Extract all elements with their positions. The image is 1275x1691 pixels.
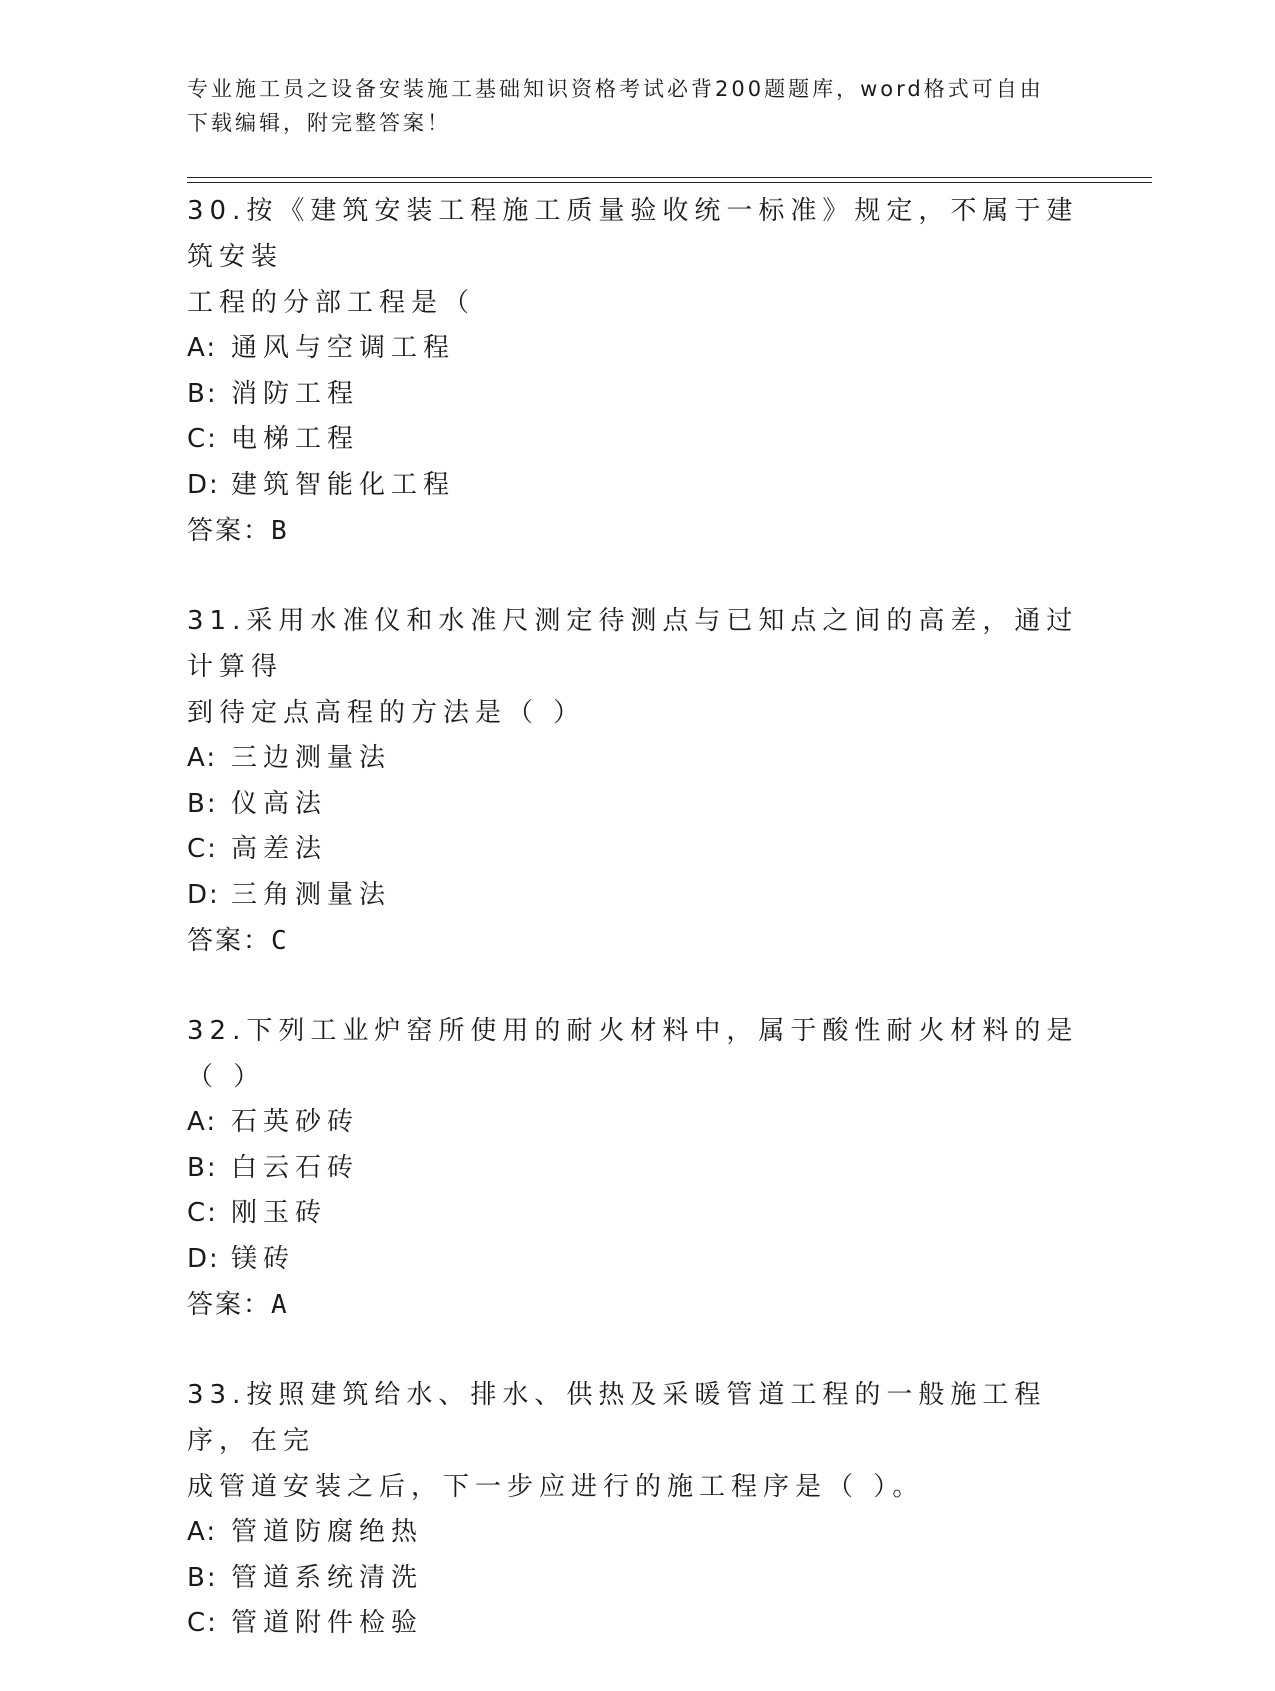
option-a — [187, 1100, 1087, 1146]
option-b — [187, 1556, 1087, 1602]
option-a — [187, 326, 1087, 372]
question-stem-line: 32.下列工业炉窑所使用的耐火材料中，属于酸性耐火材料的是（ ） — [187, 1016, 1079, 1092]
option-letter: B: — [187, 378, 218, 409]
option-letter: A: — [187, 743, 218, 773]
option-letter: A: — [187, 1107, 218, 1137]
option-text: 三角测量法 — [231, 879, 392, 910]
answer-line — [187, 1282, 1087, 1328]
question-item — [187, 1372, 1087, 1647]
option-c — [187, 417, 1087, 463]
answer-value: C — [271, 926, 289, 956]
question-stem-line: 30.按《建筑安装工程施工质量验收统一标准》规定，不属于建筑安装 — [187, 196, 1079, 272]
option-text: 仪高法 — [231, 788, 328, 819]
header-title-line-2: 下载编辑，附完整答案！ — [187, 111, 451, 135]
question-stem-line: 成管道安装之后，下一步应进行的施工程序是（ ）。 — [187, 1472, 925, 1502]
option-letter: B: — [187, 1562, 218, 1593]
option-letter: D: — [187, 469, 220, 500]
option-letter: B: — [187, 1152, 218, 1183]
answer-label: 答案： — [187, 516, 272, 546]
option-letter: C: — [187, 834, 218, 864]
question-stem-line: 31.采用水准仪和水准尺测定待测点与已知点之间的高差，通过计算得 — [187, 606, 1079, 682]
option-text: 管道系统清洗 — [231, 1562, 424, 1593]
option-letter: D: — [187, 879, 220, 910]
answer-value: B — [271, 516, 289, 546]
question-item — [187, 598, 1087, 964]
option-text: 镁砖 — [231, 1243, 296, 1274]
option-c — [187, 1601, 1087, 1647]
option-b — [187, 1146, 1087, 1192]
option-text: 三边测量法 — [231, 743, 392, 773]
option-d — [187, 1237, 1087, 1283]
answer-label: 答案： — [187, 1290, 272, 1320]
option-letter: C: — [187, 1198, 218, 1228]
option-text: 石英砂砖 — [231, 1107, 360, 1137]
option-text: 通风与空调工程 — [231, 333, 456, 363]
option-text: 建筑智能化工程 — [231, 469, 456, 500]
option-d — [187, 463, 1087, 509]
answer-value: A — [271, 1290, 289, 1320]
question-stem-line: 33.按照建筑给水、排水、供热及采暖管道工程的一般施工程序，在完 — [187, 1380, 1047, 1456]
option-text: 消防工程 — [231, 378, 360, 409]
question-item — [187, 1008, 1087, 1328]
option-text: 刚玉砖 — [231, 1198, 328, 1228]
header-divider-bottom — [187, 182, 1152, 183]
option-letter: C: — [187, 1608, 218, 1638]
option-d — [187, 873, 1087, 919]
header-title-line-1: 专业施工员之设备安装施工基础知识资格考试必背200题题库，word格式可自由 — [187, 77, 1044, 101]
option-a — [187, 1510, 1087, 1556]
question-stem-line: 工程的分部工程是（ — [187, 288, 476, 318]
answer-label: 答案： — [187, 926, 272, 956]
question-item — [187, 188, 1087, 554]
option-text: 管道防腐绝热 — [231, 1517, 424, 1547]
option-c — [187, 827, 1087, 873]
option-text: 白云石砖 — [231, 1152, 360, 1183]
question-stem-line: 到待定点高程的方法是（ ） — [187, 698, 586, 728]
document-header — [187, 72, 1067, 140]
option-b — [187, 372, 1087, 418]
option-letter: C: — [187, 424, 218, 454]
header-divider-top — [187, 177, 1152, 178]
answer-line — [187, 918, 1087, 964]
option-letter: A: — [187, 1517, 218, 1547]
option-b — [187, 782, 1087, 828]
option-text: 电梯工程 — [231, 424, 360, 454]
option-a — [187, 736, 1087, 782]
answer-line — [187, 508, 1087, 554]
question-list — [187, 188, 1087, 1691]
option-text: 高差法 — [231, 834, 328, 864]
option-text: 管道附件检验 — [231, 1608, 424, 1638]
option-letter: D: — [187, 1243, 220, 1274]
option-c — [187, 1191, 1087, 1237]
option-letter: B: — [187, 788, 218, 819]
option-letter: A: — [187, 333, 218, 363]
